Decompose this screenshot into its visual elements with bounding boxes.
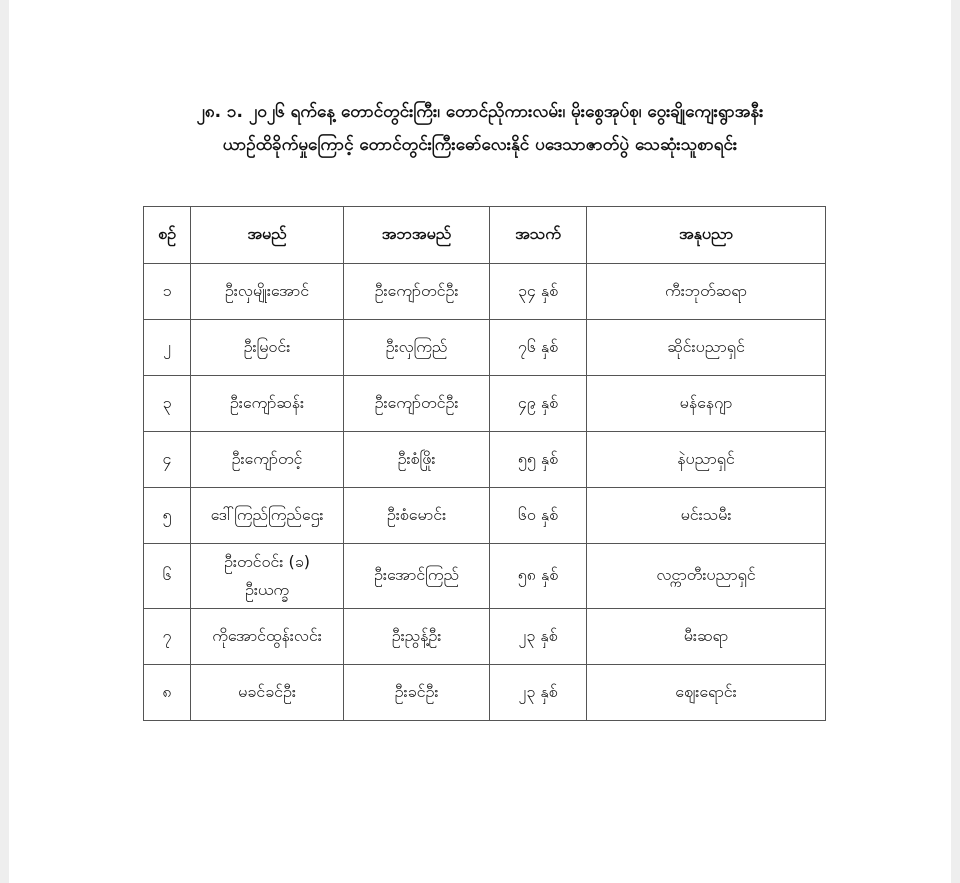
cell-age: ၇၆ နှစ် bbox=[490, 320, 587, 376]
table-row bbox=[144, 432, 826, 488]
cell-name: ဦးကျော်ဆန်း bbox=[191, 376, 344, 432]
header-art: အနုပညာ bbox=[587, 207, 826, 264]
cell-father-name: ဦးစံဖြိုး bbox=[344, 432, 490, 488]
table-row bbox=[144, 488, 826, 544]
cell-no: ၅ bbox=[144, 488, 191, 544]
casualty-table bbox=[143, 206, 826, 721]
cell-father-name: ဦးအောင်ကြည် bbox=[344, 544, 490, 609]
cell-age: ၅၅ နှစ် bbox=[490, 432, 587, 488]
cell-name: ဦးကျော်တင့် bbox=[191, 432, 344, 488]
cell-age: ၂၃ နှစ် bbox=[490, 665, 587, 721]
cell-name-line-1: ဦးတင်ဝင်း (ခ) bbox=[224, 552, 310, 571]
cell-no: ၂ bbox=[144, 320, 191, 376]
cell-no: ၄ bbox=[144, 432, 191, 488]
cell-name bbox=[191, 544, 344, 609]
document-page bbox=[9, 0, 951, 883]
table-row bbox=[144, 544, 826, 609]
cell-age: ၂၃ နှစ် bbox=[490, 609, 587, 665]
title-line-1: ၂၈. ၁. ၂၀၂၆ ရက်နေ့ တောင်တွင်းကြီး၊ တောင်ညိုကားလမ်း၊ မိုးစွေအုပ်စု၊ ဝွေးချိုကျေးရွာအနီး bbox=[196, 102, 764, 122]
table-row bbox=[144, 320, 826, 376]
table-row bbox=[144, 665, 826, 721]
cell-age: ၃၄ နှစ် bbox=[490, 264, 587, 320]
cell-father-name: ဦးညွန့်ဦး bbox=[344, 609, 490, 665]
cell-no: ၃ bbox=[144, 376, 191, 432]
header-no: စဉ် bbox=[144, 207, 191, 264]
cell-father-name: ဦးခင်ဦး bbox=[344, 665, 490, 721]
cell-age: ၅၈ နှစ် bbox=[490, 544, 587, 609]
cell-no: ၇ bbox=[144, 609, 191, 665]
title-line-2: ယာဉ်ထိခိုက်မှုကြောင့် တောင်တွင်းကြီးဓော်လေးနိုင် ပဒေသာဇာတ်ပွဲ သေဆုံးသူစာရင်း bbox=[222, 135, 738, 155]
cell-art: မင်းသမီး bbox=[587, 488, 826, 544]
table-row bbox=[144, 609, 826, 665]
cell-name: ဒေါ်ကြည်ကြည်ဌေး bbox=[191, 488, 344, 544]
cell-father-name: ဦးကျော်တင်ဦး bbox=[344, 264, 490, 320]
header-father-name: အဘအမည် bbox=[344, 207, 490, 264]
cell-age: ၄၉ နှစ် bbox=[490, 376, 587, 432]
cell-art: ဆိုင်းပညာရှင် bbox=[587, 320, 826, 376]
cell-no: ၁ bbox=[144, 264, 191, 320]
cell-age: ၆၀ နှစ် bbox=[490, 488, 587, 544]
header-name: အမည် bbox=[191, 207, 344, 264]
document-title bbox=[9, 96, 951, 162]
cell-no: ၈ bbox=[144, 665, 191, 721]
cell-art: မန်နေဂျာ bbox=[587, 376, 826, 432]
cell-art: ဈေးရောင်း bbox=[587, 665, 826, 721]
cell-name: ဦးလှမျိုးအောင် bbox=[191, 264, 344, 320]
cell-father-name: ဦးစံမောင်း bbox=[344, 488, 490, 544]
header-age: အသက် bbox=[490, 207, 587, 264]
table-row bbox=[144, 376, 826, 432]
table-header-row bbox=[144, 207, 826, 264]
table-row bbox=[144, 264, 826, 320]
cell-name: ဦးမြဝင်း bbox=[191, 320, 344, 376]
cell-no: ၆ bbox=[144, 544, 191, 609]
cell-name: မခင်ခင်ဦး bbox=[191, 665, 344, 721]
cell-art: နဲပညာရှင် bbox=[587, 432, 826, 488]
cell-name: ကိုအောင်ထွန်းလင်း bbox=[191, 609, 344, 665]
cell-art: လင္ကာတီးပညာရှင် bbox=[587, 544, 826, 609]
cell-name-line-2: ဦးယက္ခ bbox=[244, 580, 290, 599]
cell-father-name: ဦးကျော်တင်ဦး bbox=[344, 376, 490, 432]
cell-art: ကီးဘုတ်ဆရာ bbox=[587, 264, 826, 320]
cell-art: မီးဆရာ bbox=[587, 609, 826, 665]
cell-father-name: ဦးလှကြည် bbox=[344, 320, 490, 376]
